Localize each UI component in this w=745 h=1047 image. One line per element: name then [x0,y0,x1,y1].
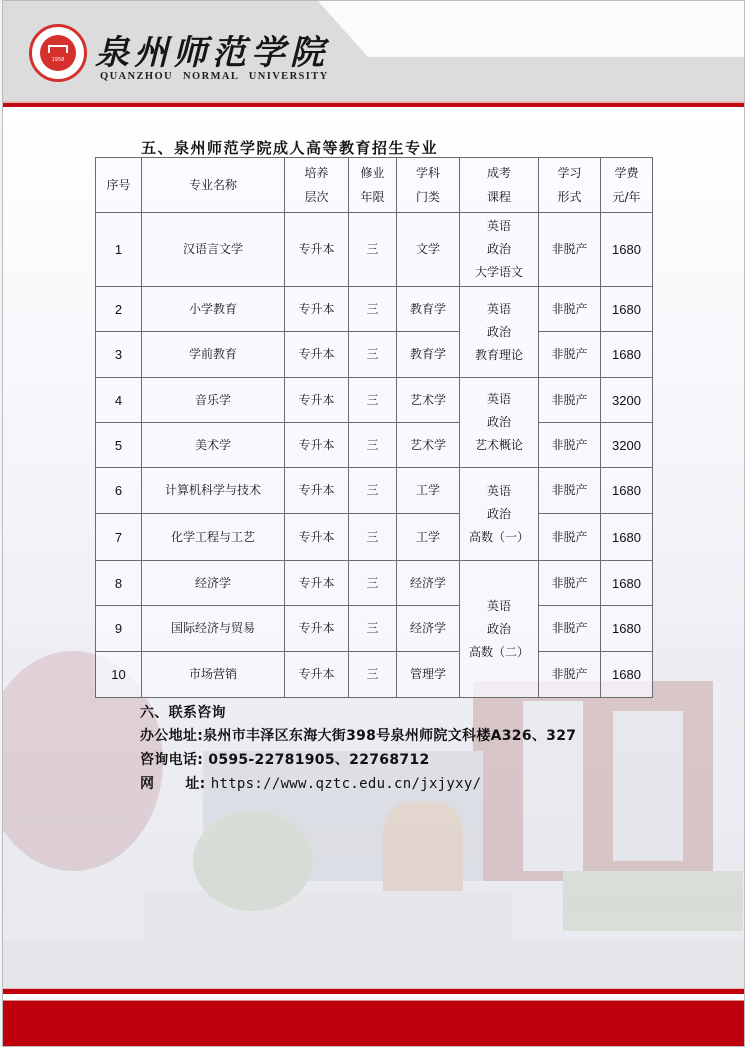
cell-mode: 非脱产 [539,652,601,698]
table-row [96,287,653,332]
footer-band [3,1000,744,1047]
majors-table [95,157,653,698]
cell-category: 艺术学 [397,423,460,468]
cell-level: 专升本 [285,213,349,287]
col-header-category: 学科 门类 [397,158,460,213]
brochure-page [2,0,745,1047]
contact-phone: 咨询电话: 0595-22781905、22768712 [140,752,430,768]
table-row [96,213,653,287]
cell-exam-courses: 英语 政治 大学语文 [460,213,539,287]
cell-level: 专升本 [285,423,349,468]
school-name-en: QUANZHOU NORMAL UNIVERSITY [100,71,329,82]
cell-level: 专升本 [285,561,349,606]
cell-major: 化学工程与工艺 [142,514,285,561]
cell-category: 教育学 [397,332,460,378]
table-row [96,468,653,514]
col-header-level: 培养 层次 [285,158,349,213]
seal-year: 1958 [51,57,65,63]
cell-fee: 1680 [601,468,653,514]
header-accent [318,1,745,57]
cell-years: 三 [349,561,397,606]
cell-no: 3 [96,332,142,378]
cell-major: 学前教育 [142,332,285,378]
cell-major: 小学教育 [142,287,285,332]
cell-mode: 非脱产 [539,514,601,561]
col-header-mode: 学习 形式 [539,158,601,213]
cell-mode: 非脱产 [539,287,601,332]
cell-no: 4 [96,378,142,423]
header-divider-red [3,103,744,107]
cell-level: 专升本 [285,468,349,514]
cell-mode: 非脱产 [539,423,601,468]
cell-major: 音乐学 [142,378,285,423]
table-row [96,423,653,468]
cell-fee: 1680 [601,561,653,606]
cell-mode: 非脱产 [539,213,601,287]
cell-major: 经济学 [142,561,285,606]
cell-major: 汉语言文学 [142,213,285,287]
cell-level: 专升本 [285,332,349,378]
table-row [96,652,653,698]
cell-fee: 1680 [601,652,653,698]
table-row [96,514,653,561]
col-header-no: 序号 [96,158,142,213]
cell-level: 专升本 [285,652,349,698]
cell-years: 三 [349,468,397,514]
table-row [96,378,653,423]
cell-level: 专升本 [285,378,349,423]
table-header-row [96,158,653,213]
contact-address: 办公地址:泉州市丰泽区东海大街398号泉州师院文科楼A326、327 [140,728,577,744]
cell-category: 艺术学 [397,378,460,423]
cell-category: 管理学 [397,652,460,698]
cell-major: 国际经济与贸易 [142,606,285,652]
col-header-years: 修业 年限 [349,158,397,213]
section-6-title: 六、联系咨询 [140,705,226,721]
cell-fee: 1680 [601,332,653,378]
cell-fee: 1680 [601,514,653,561]
table-row [96,606,653,652]
cell-no: 10 [96,652,142,698]
cell-years: 三 [349,213,397,287]
cell-years: 三 [349,652,397,698]
cell-category: 文学 [397,213,460,287]
cell-category: 工学 [397,514,460,561]
cell-exam-courses: 英语 政治 艺术概论 [460,378,539,468]
cell-exam-courses: 英语 政治 高数（二） [460,561,539,698]
cell-no: 1 [96,213,142,287]
cell-mode: 非脱产 [539,606,601,652]
cell-category: 工学 [397,468,460,514]
col-header-fee: 学费 元/年 [601,158,653,213]
cell-no: 9 [96,606,142,652]
cell-no: 2 [96,287,142,332]
cell-no: 5 [96,423,142,468]
cell-years: 三 [349,514,397,561]
cell-category: 经济学 [397,606,460,652]
cell-major: 美术学 [142,423,285,468]
cell-years: 三 [349,378,397,423]
col-header-major: 专业名称 [142,158,285,213]
website-label: 网 址: [140,776,206,792]
university-seal-icon [29,24,87,82]
cell-years: 三 [349,332,397,378]
cell-mode: 非脱产 [539,468,601,514]
cell-years: 三 [349,287,397,332]
contact-website-row [140,773,481,793]
cell-fee: 1680 [601,287,653,332]
cell-level: 专升本 [285,514,349,561]
cell-exam-courses: 英语 政治 高数（一） [460,468,539,561]
table-row [96,332,653,378]
cell-level: 专升本 [285,606,349,652]
cell-major: 计算机科学与技术 [142,468,285,514]
cell-mode: 非脱产 [539,332,601,378]
section-5-title: 五、泉州师范学院成人高等教育招生专业 [141,139,439,157]
cell-level: 专升本 [285,287,349,332]
table-row [96,561,653,606]
cell-mode: 非脱产 [539,378,601,423]
cell-no: 6 [96,468,142,514]
cell-no: 8 [96,561,142,606]
cell-no: 7 [96,514,142,561]
col-header-exam: 成考 课程 [460,158,539,213]
cell-mode: 非脱产 [539,561,601,606]
cell-fee: 3200 [601,423,653,468]
website-link[interactable]: https://www.qztc.edu.cn/jxjyxy/ [210,776,482,792]
cell-fee: 1680 [601,606,653,652]
cell-category: 经济学 [397,561,460,606]
cell-years: 三 [349,423,397,468]
cell-category: 教育学 [397,287,460,332]
cell-fee: 1680 [601,213,653,287]
school-name-cn: 泉州师范学院 [95,33,329,73]
cell-years: 三 [349,606,397,652]
cell-exam-courses: 英语 政治 教育理论 [460,287,539,378]
cell-major: 市场营销 [142,652,285,698]
cell-fee: 3200 [601,378,653,423]
